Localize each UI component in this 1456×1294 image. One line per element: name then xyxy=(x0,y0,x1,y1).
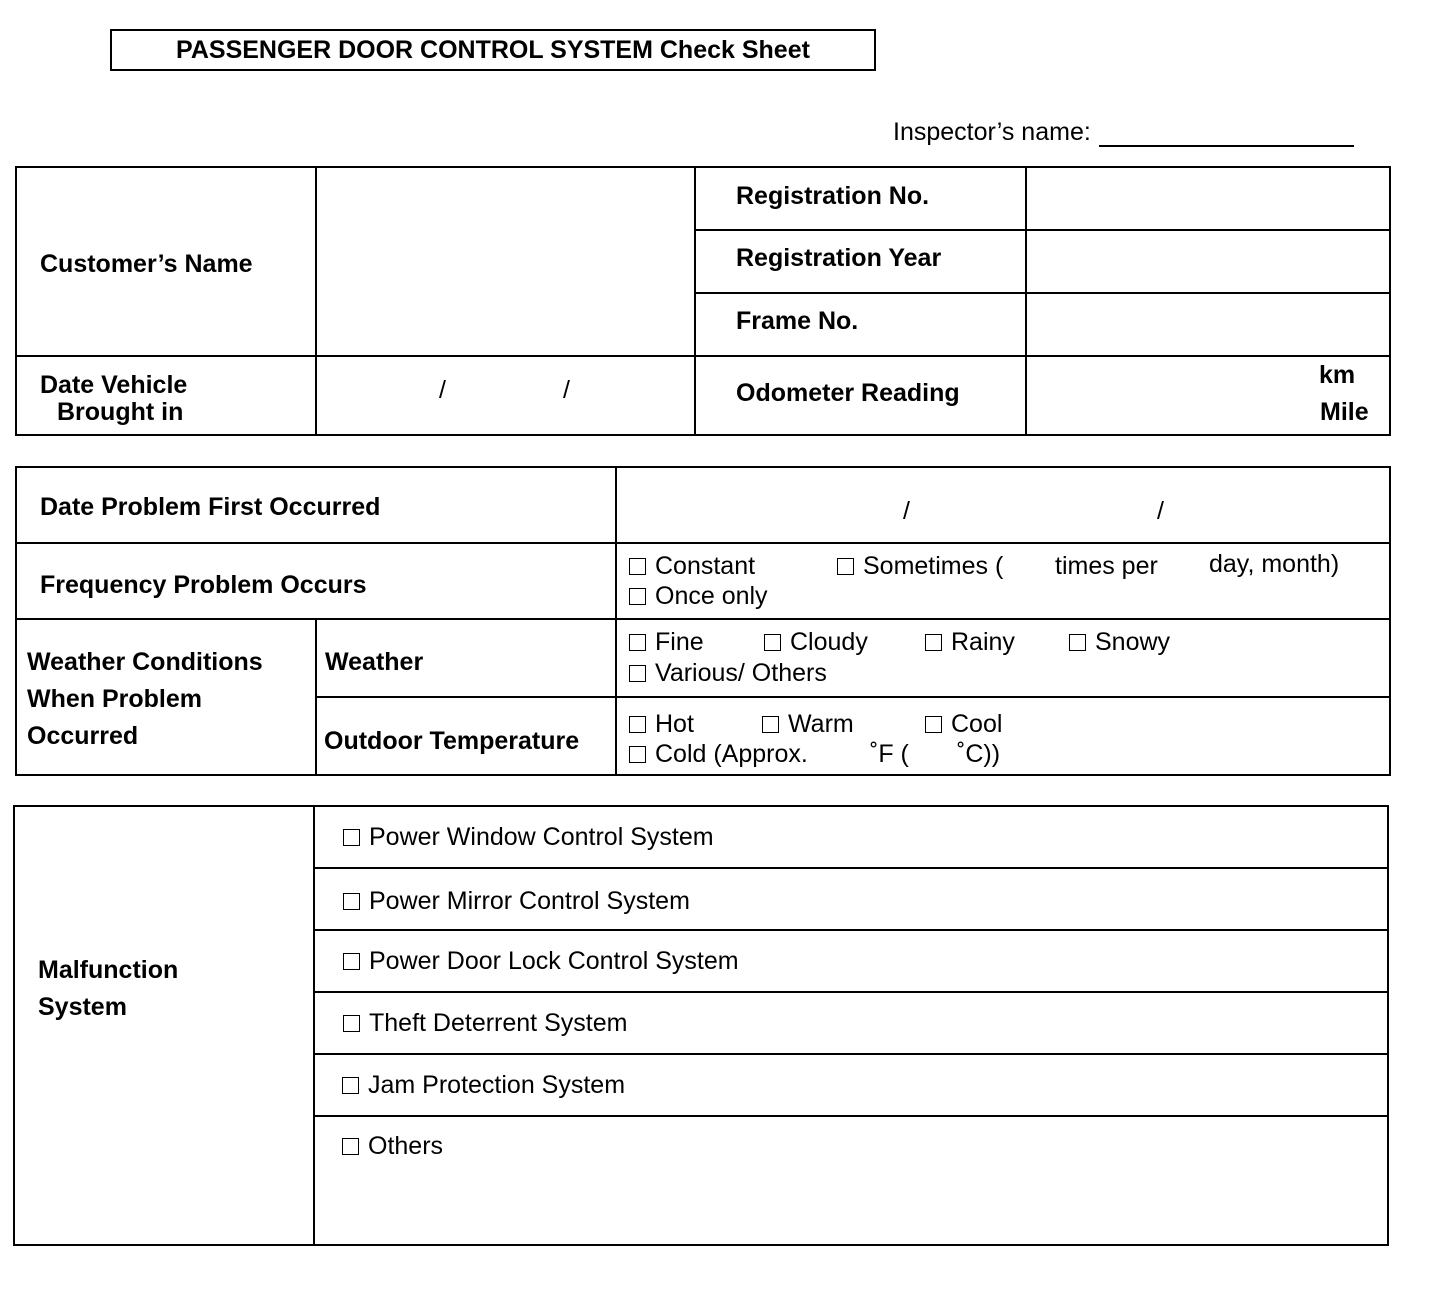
freq-sometimes-option[interactable]: Sometimes ( xyxy=(837,551,1003,581)
others-option[interactable]: Others xyxy=(342,1131,443,1161)
malfunction-label-1: Malfunction xyxy=(38,956,179,984)
power-mirror-option[interactable]: Power Mirror Control System xyxy=(343,886,690,916)
registration-year-input[interactable] xyxy=(1028,232,1387,290)
unit-km: km xyxy=(1319,361,1356,389)
checkbox[interactable] xyxy=(837,558,854,575)
checkbox[interactable] xyxy=(764,634,781,651)
registration-no-label: Registration No. xyxy=(736,182,930,210)
page-title: PASSENGER DOOR CONTROL SYSTEM Check Sheet xyxy=(110,29,876,71)
checkbox[interactable] xyxy=(629,746,646,763)
frame-no-input[interactable] xyxy=(1028,295,1387,353)
temp-celsius: ˚C)) xyxy=(957,740,1001,768)
checkbox[interactable] xyxy=(342,1077,359,1094)
power-window-option[interactable]: Power Window Control System xyxy=(343,822,714,852)
checkbox[interactable] xyxy=(629,716,646,733)
odometer-label: Odometer Reading xyxy=(736,379,960,407)
registration-year-label: Registration Year xyxy=(736,244,942,272)
weather-fine-option[interactable]: Fine xyxy=(629,627,704,657)
weather-conditions-label-3: Occurred xyxy=(27,722,139,750)
date-vehicle-label-1: Date Vehicle xyxy=(40,371,188,399)
odometer-input[interactable] xyxy=(1028,358,1308,432)
checkbox[interactable] xyxy=(629,665,646,682)
inspector-label: Inspector’s name: xyxy=(893,118,1091,146)
date-brought-in-input[interactable] xyxy=(318,358,692,432)
checkbox[interactable] xyxy=(1069,634,1086,651)
theft-deterrent-option[interactable]: Theft Deterrent System xyxy=(343,1008,627,1038)
date-separator: / xyxy=(1157,497,1164,525)
frame-no-label: Frame No. xyxy=(736,307,859,335)
checkbox[interactable] xyxy=(343,893,360,910)
checkbox[interactable] xyxy=(629,634,646,651)
freq-once-option[interactable]: Once only xyxy=(629,581,768,611)
weather-rainy-option[interactable]: Rainy xyxy=(925,627,1015,657)
customer-name-input[interactable] xyxy=(318,170,692,353)
weather-cloudy-option[interactable]: Cloudy xyxy=(764,627,868,657)
temp-warm-option[interactable]: Warm xyxy=(762,709,854,739)
weather-snowy-option[interactable]: Snowy xyxy=(1069,627,1170,657)
checkbox[interactable] xyxy=(762,716,779,733)
checkbox[interactable] xyxy=(342,1138,359,1155)
freq-times-per: times per xyxy=(1055,552,1158,580)
malfunction-table xyxy=(13,805,1389,1246)
temp-cold-option[interactable]: Cold (Approx. xyxy=(629,739,808,769)
checkbox[interactable] xyxy=(343,953,360,970)
date-separator: / xyxy=(439,376,446,404)
temp-hot-option[interactable]: Hot xyxy=(629,709,694,739)
temp-fahrenheit: ˚F ( xyxy=(870,740,909,768)
weather-various-option[interactable]: Various/ Others xyxy=(629,658,827,688)
weather-conditions-label-1: Weather Conditions xyxy=(27,648,263,676)
checkbox[interactable] xyxy=(925,634,942,651)
checkbox[interactable] xyxy=(925,716,942,733)
date-separator: / xyxy=(903,497,910,525)
freq-constant-option[interactable]: Constant xyxy=(629,551,755,581)
malfunction-label-2: System xyxy=(38,993,127,1021)
checkbox[interactable] xyxy=(343,1015,360,1032)
weather-label: Weather xyxy=(325,648,424,676)
inspector-field xyxy=(893,118,1354,147)
inspector-name-input[interactable] xyxy=(1099,119,1354,147)
date-first-label: Date Problem First Occurred xyxy=(40,493,381,521)
temp-cool-option[interactable]: Cool xyxy=(925,709,1002,739)
power-door-lock-option[interactable]: Power Door Lock Control System xyxy=(343,946,739,976)
date-separator: / xyxy=(563,376,570,404)
jam-protection-option[interactable]: Jam Protection System xyxy=(342,1070,625,1100)
registration-no-input[interactable] xyxy=(1028,170,1387,227)
date-vehicle-label-2: Brought in xyxy=(57,398,184,426)
customer-name-label: Customer’s Name xyxy=(40,250,253,278)
freq-day-month: day, month) xyxy=(1209,550,1340,578)
checkbox[interactable] xyxy=(343,829,360,846)
unit-mile: Mile xyxy=(1320,398,1369,426)
weather-conditions-label-2: When Problem xyxy=(27,685,203,713)
frequency-label: Frequency Problem Occurs xyxy=(40,571,367,599)
checkbox[interactable] xyxy=(629,558,646,575)
checkbox[interactable] xyxy=(629,588,646,605)
date-first-input[interactable] xyxy=(618,470,1388,540)
outdoor-temp-label: Outdoor Temperature xyxy=(324,727,580,755)
